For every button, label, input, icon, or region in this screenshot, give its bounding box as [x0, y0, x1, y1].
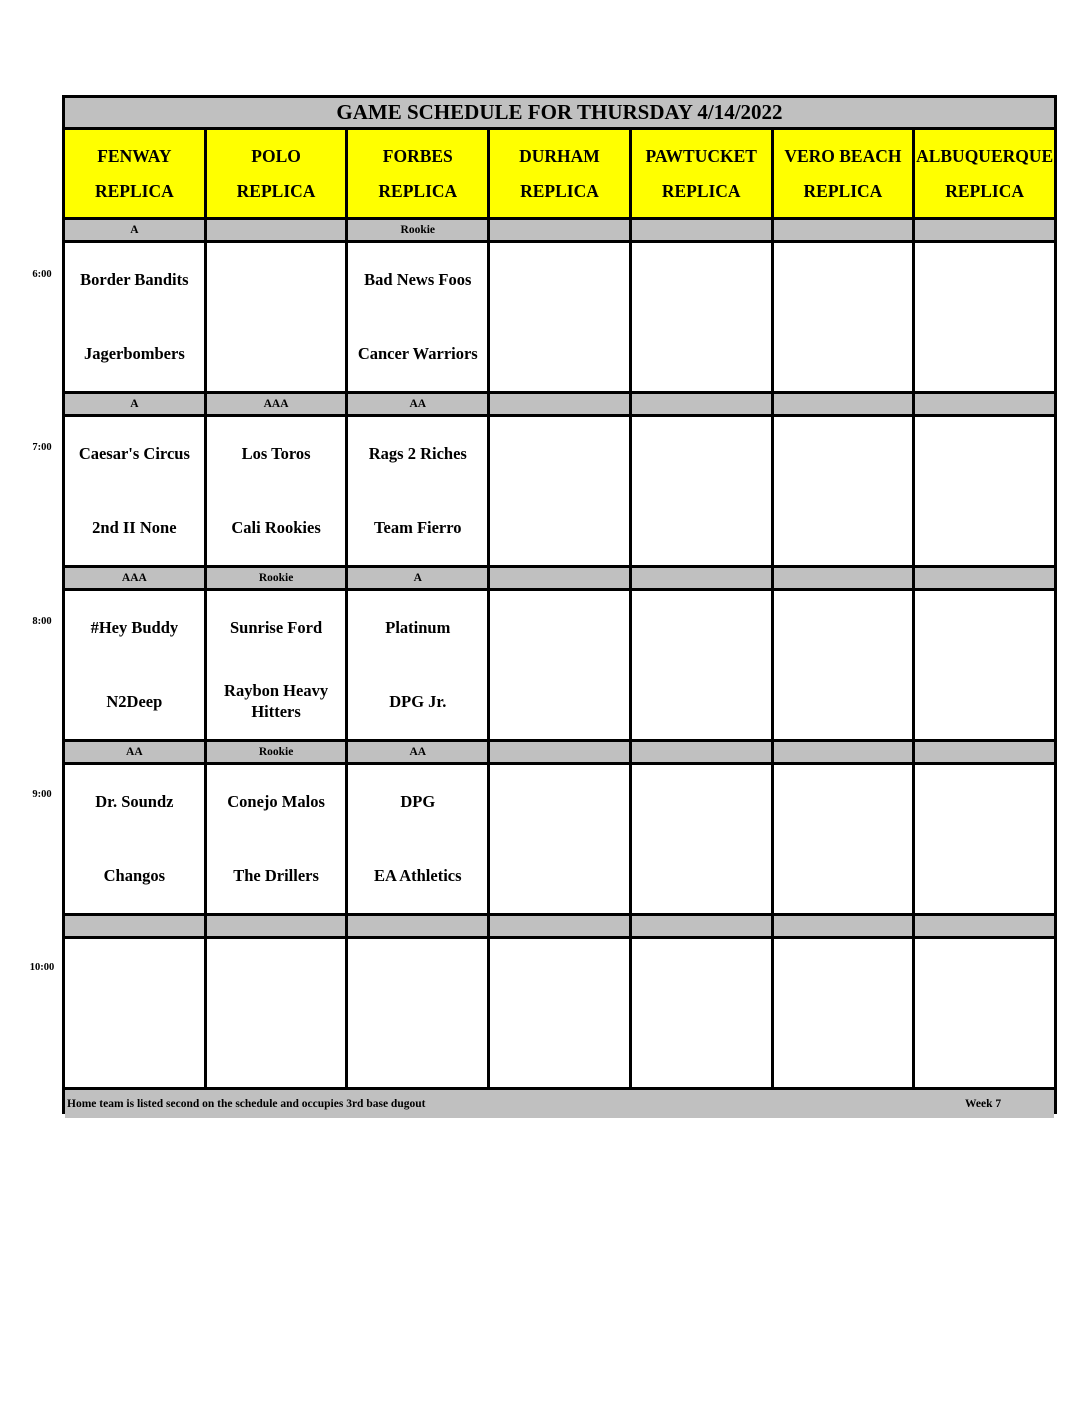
division-cell [490, 568, 629, 588]
field-subtitle: REPLICA [378, 180, 458, 201]
game-cell [65, 591, 204, 739]
footer-note: Home team is listed second on the schedule and occupies 3rd base dugout [67, 1098, 426, 1110]
home-team: N2Deep [106, 691, 163, 711]
home-team: Raybon Heavy Hitters [224, 681, 329, 721]
division-cell [490, 916, 629, 936]
time-label: 7:00 [32, 442, 52, 453]
division-cell [774, 742, 913, 762]
game-cell [915, 243, 1054, 391]
division-cell [774, 916, 913, 936]
game-cell [65, 939, 204, 1087]
away-team: Border Bandits [80, 269, 189, 289]
time-label: 9:00 [32, 789, 52, 800]
game-cell [207, 417, 346, 565]
division-cell [490, 742, 629, 762]
away-team: #Hey Buddy [90, 617, 179, 637]
game-cell [774, 765, 913, 913]
home-team: Cali Rookies [231, 517, 321, 537]
division-cell [915, 916, 1054, 936]
division-cell: Rookie [348, 220, 487, 240]
division-cell: A [65, 394, 204, 414]
away-team: Bad News Foos [364, 269, 472, 289]
game-cell [632, 243, 771, 391]
game-cell [207, 939, 346, 1087]
division-cell [774, 220, 913, 240]
away-team: Sunrise Ford [229, 617, 323, 637]
schedule-title: GAME SCHEDULE FOR THURSDAY 4/14/2022 [65, 98, 1054, 127]
game-cell [490, 939, 629, 1087]
game-cell [632, 417, 771, 565]
division-cell [207, 916, 346, 936]
field-name: POLO [251, 145, 301, 166]
home-team: DPG Jr. [389, 691, 447, 711]
field-header-polo [207, 130, 346, 217]
game-cell [348, 417, 487, 565]
field-name: PAWTUCKET [645, 145, 757, 166]
home-team: 2nd II None [92, 517, 177, 537]
game-cell [65, 765, 204, 913]
time-label: 8:00 [32, 616, 52, 627]
home-team: EA Athletics [374, 865, 462, 885]
field-name: FENWAY [97, 145, 172, 166]
division-cell [632, 220, 771, 240]
division-cell: AA [65, 742, 204, 762]
division-cell [774, 568, 913, 588]
away-team: Platinum [385, 617, 451, 637]
game-cell [490, 417, 629, 565]
game-cell [632, 765, 771, 913]
away-team: Los Toros [241, 443, 311, 463]
division-cell [207, 220, 346, 240]
game-cell [348, 591, 487, 739]
home-team: Cancer Warriors [357, 343, 478, 363]
division-cell [915, 568, 1054, 588]
field-subtitle: REPLICA [661, 180, 741, 201]
field-name: FORBES [382, 145, 453, 166]
division-cell [348, 916, 487, 936]
game-cell [774, 939, 913, 1087]
away-team: Caesar's Circus [78, 443, 190, 463]
division-cell [632, 916, 771, 936]
home-team: The Drillers [233, 865, 319, 885]
division-cell [65, 916, 204, 936]
division-cell [774, 394, 913, 414]
division-cell [632, 742, 771, 762]
game-cell [348, 765, 487, 913]
field-subtitle: REPLICA [803, 180, 883, 201]
game-cell [632, 591, 771, 739]
field-subtitle: REPLICA [520, 180, 599, 201]
home-team: Team Fierro [374, 517, 462, 537]
field-header-albuquerque [915, 130, 1054, 217]
division-cell [490, 220, 629, 240]
game-cell [65, 243, 204, 391]
field-subtitle: REPLICA [945, 180, 1025, 201]
home-team: Jagerbombers [83, 343, 185, 363]
week-label: Week 7 [965, 1098, 1002, 1110]
division-cell: A [65, 220, 204, 240]
division-cell: AA [348, 394, 487, 414]
field-subtitle: REPLICA [94, 180, 174, 201]
field-header-pawtucket [632, 130, 771, 217]
schedule-grid [65, 98, 1054, 1111]
game-cell [915, 939, 1054, 1087]
game-cell [348, 243, 487, 391]
division-cell: Rookie [207, 568, 346, 588]
game-cell [207, 765, 346, 913]
game-cell [207, 591, 346, 739]
division-cell: Rookie [207, 742, 346, 762]
game-cell [632, 939, 771, 1087]
division-cell [490, 394, 629, 414]
game-cell [207, 243, 346, 391]
time-label: 6:00 [32, 269, 52, 280]
field-header-fenway [65, 130, 204, 217]
game-cell [490, 765, 629, 913]
division-cell [915, 742, 1054, 762]
division-cell [632, 568, 771, 588]
field-subtitle: REPLICA [236, 180, 316, 201]
division-cell: A [348, 568, 487, 588]
division-cell: AAA [207, 394, 346, 414]
away-team: Conejo Malos [227, 791, 325, 811]
away-team: DPG [400, 791, 436, 811]
game-cell [915, 417, 1054, 565]
home-team: Changos [103, 865, 166, 885]
division-cell [915, 394, 1054, 414]
field-name: VERO BEACH [784, 145, 902, 166]
game-cell [348, 939, 487, 1087]
game-cell [490, 243, 629, 391]
game-cell [65, 417, 204, 565]
field-name: ALBUQUERQUE [916, 145, 1054, 166]
away-team: Dr. Soundz [95, 791, 174, 811]
division-cell: AAA [65, 568, 204, 588]
game-cell [774, 243, 913, 391]
schedule-table [62, 95, 1057, 1114]
game-cell [774, 591, 913, 739]
division-cell [915, 220, 1054, 240]
schedule-footer [65, 1090, 1054, 1118]
game-cell [915, 591, 1054, 739]
field-header-vero-beach [774, 130, 913, 217]
division-cell [632, 394, 771, 414]
game-cell [490, 591, 629, 739]
time-label: 10:00 [29, 962, 55, 973]
away-team: Rags 2 Riches [368, 443, 467, 463]
field-header-forbes [348, 130, 487, 217]
game-cell [915, 765, 1054, 913]
field-name: DURHAM [519, 145, 600, 166]
division-cell: AA [348, 742, 487, 762]
field-header-durham [490, 130, 629, 217]
game-cell [774, 417, 913, 565]
